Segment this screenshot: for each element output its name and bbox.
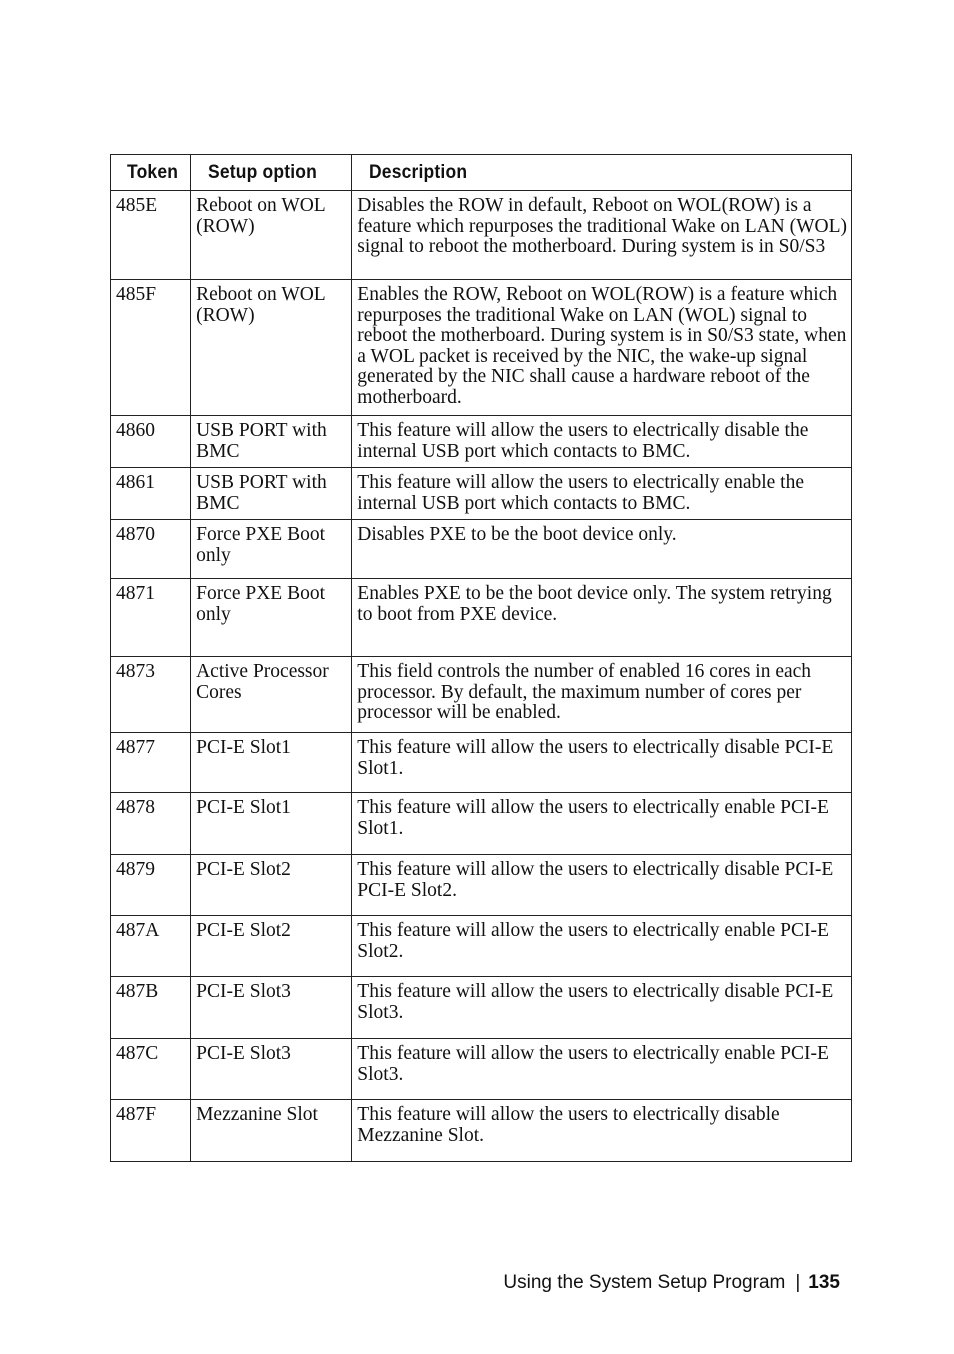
token-cell-text: 4877 (116, 737, 155, 758)
description-cell (352, 468, 852, 520)
token-cell (111, 793, 191, 855)
column-header-description: Description (352, 155, 852, 191)
setup-option-cell (191, 579, 352, 657)
token-cell-text: 487F (116, 1104, 157, 1125)
token-cell (111, 977, 191, 1039)
column-header-setup-option: Setup option (191, 155, 352, 191)
token-cell-text: 485E (116, 195, 158, 216)
description-cell (352, 855, 852, 916)
setup-option-cell (191, 416, 352, 468)
description-cell (352, 977, 852, 1039)
token-cell (111, 280, 191, 416)
column-header-token: Token (111, 155, 191, 191)
token-cell-text: 4878 (116, 797, 155, 818)
token-cell-text: 487A (116, 920, 160, 941)
token-cell-text: 485F (116, 284, 157, 305)
setup-option-cell-text: PCI-E Slot3 (196, 1043, 291, 1064)
token-cell (111, 416, 191, 468)
description-cell (352, 733, 852, 793)
description-cell (352, 657, 852, 733)
setup-option-cell-text: Mezzanine Slot (196, 1104, 318, 1125)
token-cell-text: 4861 (116, 472, 155, 493)
description-cell-text: This feature will allow the users to electrically disable the internal USB port which contacts to BMC. (357, 420, 809, 462)
description-cell-text: Enables PXE to be the boot device only. The system retrying to boot from PXE device. (357, 583, 832, 625)
setup-option-cell (191, 793, 352, 855)
description-cell-text: This feature will allow the users to electrically disable PCI-E Slot1. (357, 737, 834, 779)
description-cell (352, 793, 852, 855)
description-cell (352, 191, 852, 280)
token-cell (111, 191, 191, 280)
table-row (111, 916, 852, 977)
description-cell (352, 520, 852, 579)
token-cell-text: 4873 (116, 661, 155, 682)
table-row (111, 191, 852, 280)
table-row (111, 1100, 852, 1162)
table-row (111, 579, 852, 657)
description-cell (352, 1039, 852, 1100)
token-cell-text: 4860 (116, 420, 155, 441)
description-cell-text: This feature will allow the users to electrically disable PCI-E Slot3. (357, 981, 834, 1023)
setup-option-cell-text: Force PXE Boot only (196, 524, 326, 566)
token-cell-text: 487C (116, 1043, 159, 1064)
footer-section-title: Using the System Setup Program (503, 1272, 786, 1293)
token-table (110, 154, 852, 1162)
token-cell-text: 4871 (116, 583, 155, 604)
table-row (111, 416, 852, 468)
setup-option-cell-text: PCI-E Slot3 (196, 981, 291, 1002)
token-cell (111, 1100, 191, 1162)
description-cell (352, 1100, 852, 1162)
description-cell (352, 416, 852, 468)
footer-divider: | (795, 1272, 801, 1293)
page-number: 135 (808, 1272, 840, 1293)
token-cell (111, 520, 191, 579)
description-cell-text: This feature will allow the users to electrically enable PCI-E Slot2. (357, 920, 829, 962)
setup-option-cell-text: PCI-E Slot1 (196, 737, 291, 758)
setup-option-cell (191, 280, 352, 416)
table-row (111, 468, 852, 520)
token-cell-text: 4879 (116, 859, 155, 880)
table-row (111, 657, 852, 733)
setup-option-cell (191, 733, 352, 793)
description-cell-text: This feature will allow the users to electrically enable PCI-E Slot1. (357, 797, 829, 839)
table-row (111, 793, 852, 855)
description-cell-text: This feature will allow the users to electrically disable Mezzanine Slot. (357, 1104, 780, 1146)
table-row (111, 520, 852, 579)
setup-option-cell (191, 520, 352, 579)
setup-option-cell-text: PCI-E Slot2 (196, 859, 291, 880)
setup-option-cell (191, 855, 352, 916)
setup-option-cell (191, 657, 352, 733)
description-cell (352, 916, 852, 977)
setup-option-cell-text: Force PXE Boot only (196, 583, 326, 625)
description-cell (352, 579, 852, 657)
setup-option-cell-text: PCI-E Slot1 (196, 797, 291, 818)
setup-option-cell-text: Reboot on WOL (ROW) (196, 195, 325, 237)
table-row (111, 280, 852, 416)
table-header-row (111, 155, 852, 191)
setup-option-cell (191, 977, 352, 1039)
description-cell-text: Disables the ROW in default, Reboot on WOL(ROW) is a feature which repurposes the traditional Wake on LAN (WOL) signal to reboot the motherboard. During system is in S0/S3 (357, 195, 848, 257)
token-cell (111, 733, 191, 793)
description-cell-text: This field controls the number of enabled 16 cores in each processor. By default, the maximum number of cores per processor will be enabled. (357, 661, 812, 723)
description-cell-text: This feature will allow the users to electrically enable PCI-E Slot3. (357, 1043, 829, 1085)
description-cell (352, 280, 852, 416)
description-cell-text: This feature will allow the users to electrically disable PCI-E PCI-E Slot2. (357, 859, 834, 901)
description-cell-text: Enables the ROW, Reboot on WOL(ROW) is a feature which repurposes the traditional Wake on LAN (WOL) signal to reboot the motherboard. During system is in S0/S3 state, when a WOL packet is received by the NIC, the wake-up signal generated by the NIC shall cause a hardware reboot of the motherboard. (357, 284, 847, 408)
setup-option-cell (191, 1100, 352, 1162)
description-cell-text: This feature will allow the users to electrically enable the internal USB port which contacts to BMC. (357, 472, 804, 514)
token-cell (111, 657, 191, 733)
setup-option-cell (191, 191, 352, 280)
setup-option-cell (191, 1039, 352, 1100)
token-cell (111, 1039, 191, 1100)
setup-option-cell-text: Active Processor Cores (196, 661, 329, 703)
token-cell (111, 468, 191, 520)
description-cell-text: Disables PXE to be the boot device only. (357, 524, 677, 545)
page-footer (503, 1272, 840, 1294)
setup-option-cell (191, 468, 352, 520)
table-row (111, 1039, 852, 1100)
setup-option-cell-text: USB PORT with BMC (196, 472, 327, 514)
table-row (111, 977, 852, 1039)
setup-option-cell-text: USB PORT with BMC (196, 420, 327, 462)
setup-option-cell-text: PCI-E Slot2 (196, 920, 291, 941)
setup-option-cell (191, 916, 352, 977)
token-cell-text: 4870 (116, 524, 155, 545)
token-cell-text: 487B (116, 981, 159, 1002)
table-row (111, 733, 852, 793)
token-cell (111, 579, 191, 657)
token-cell (111, 916, 191, 977)
table-row (111, 855, 852, 916)
token-cell (111, 855, 191, 916)
setup-option-cell-text: Reboot on WOL (ROW) (196, 284, 325, 326)
